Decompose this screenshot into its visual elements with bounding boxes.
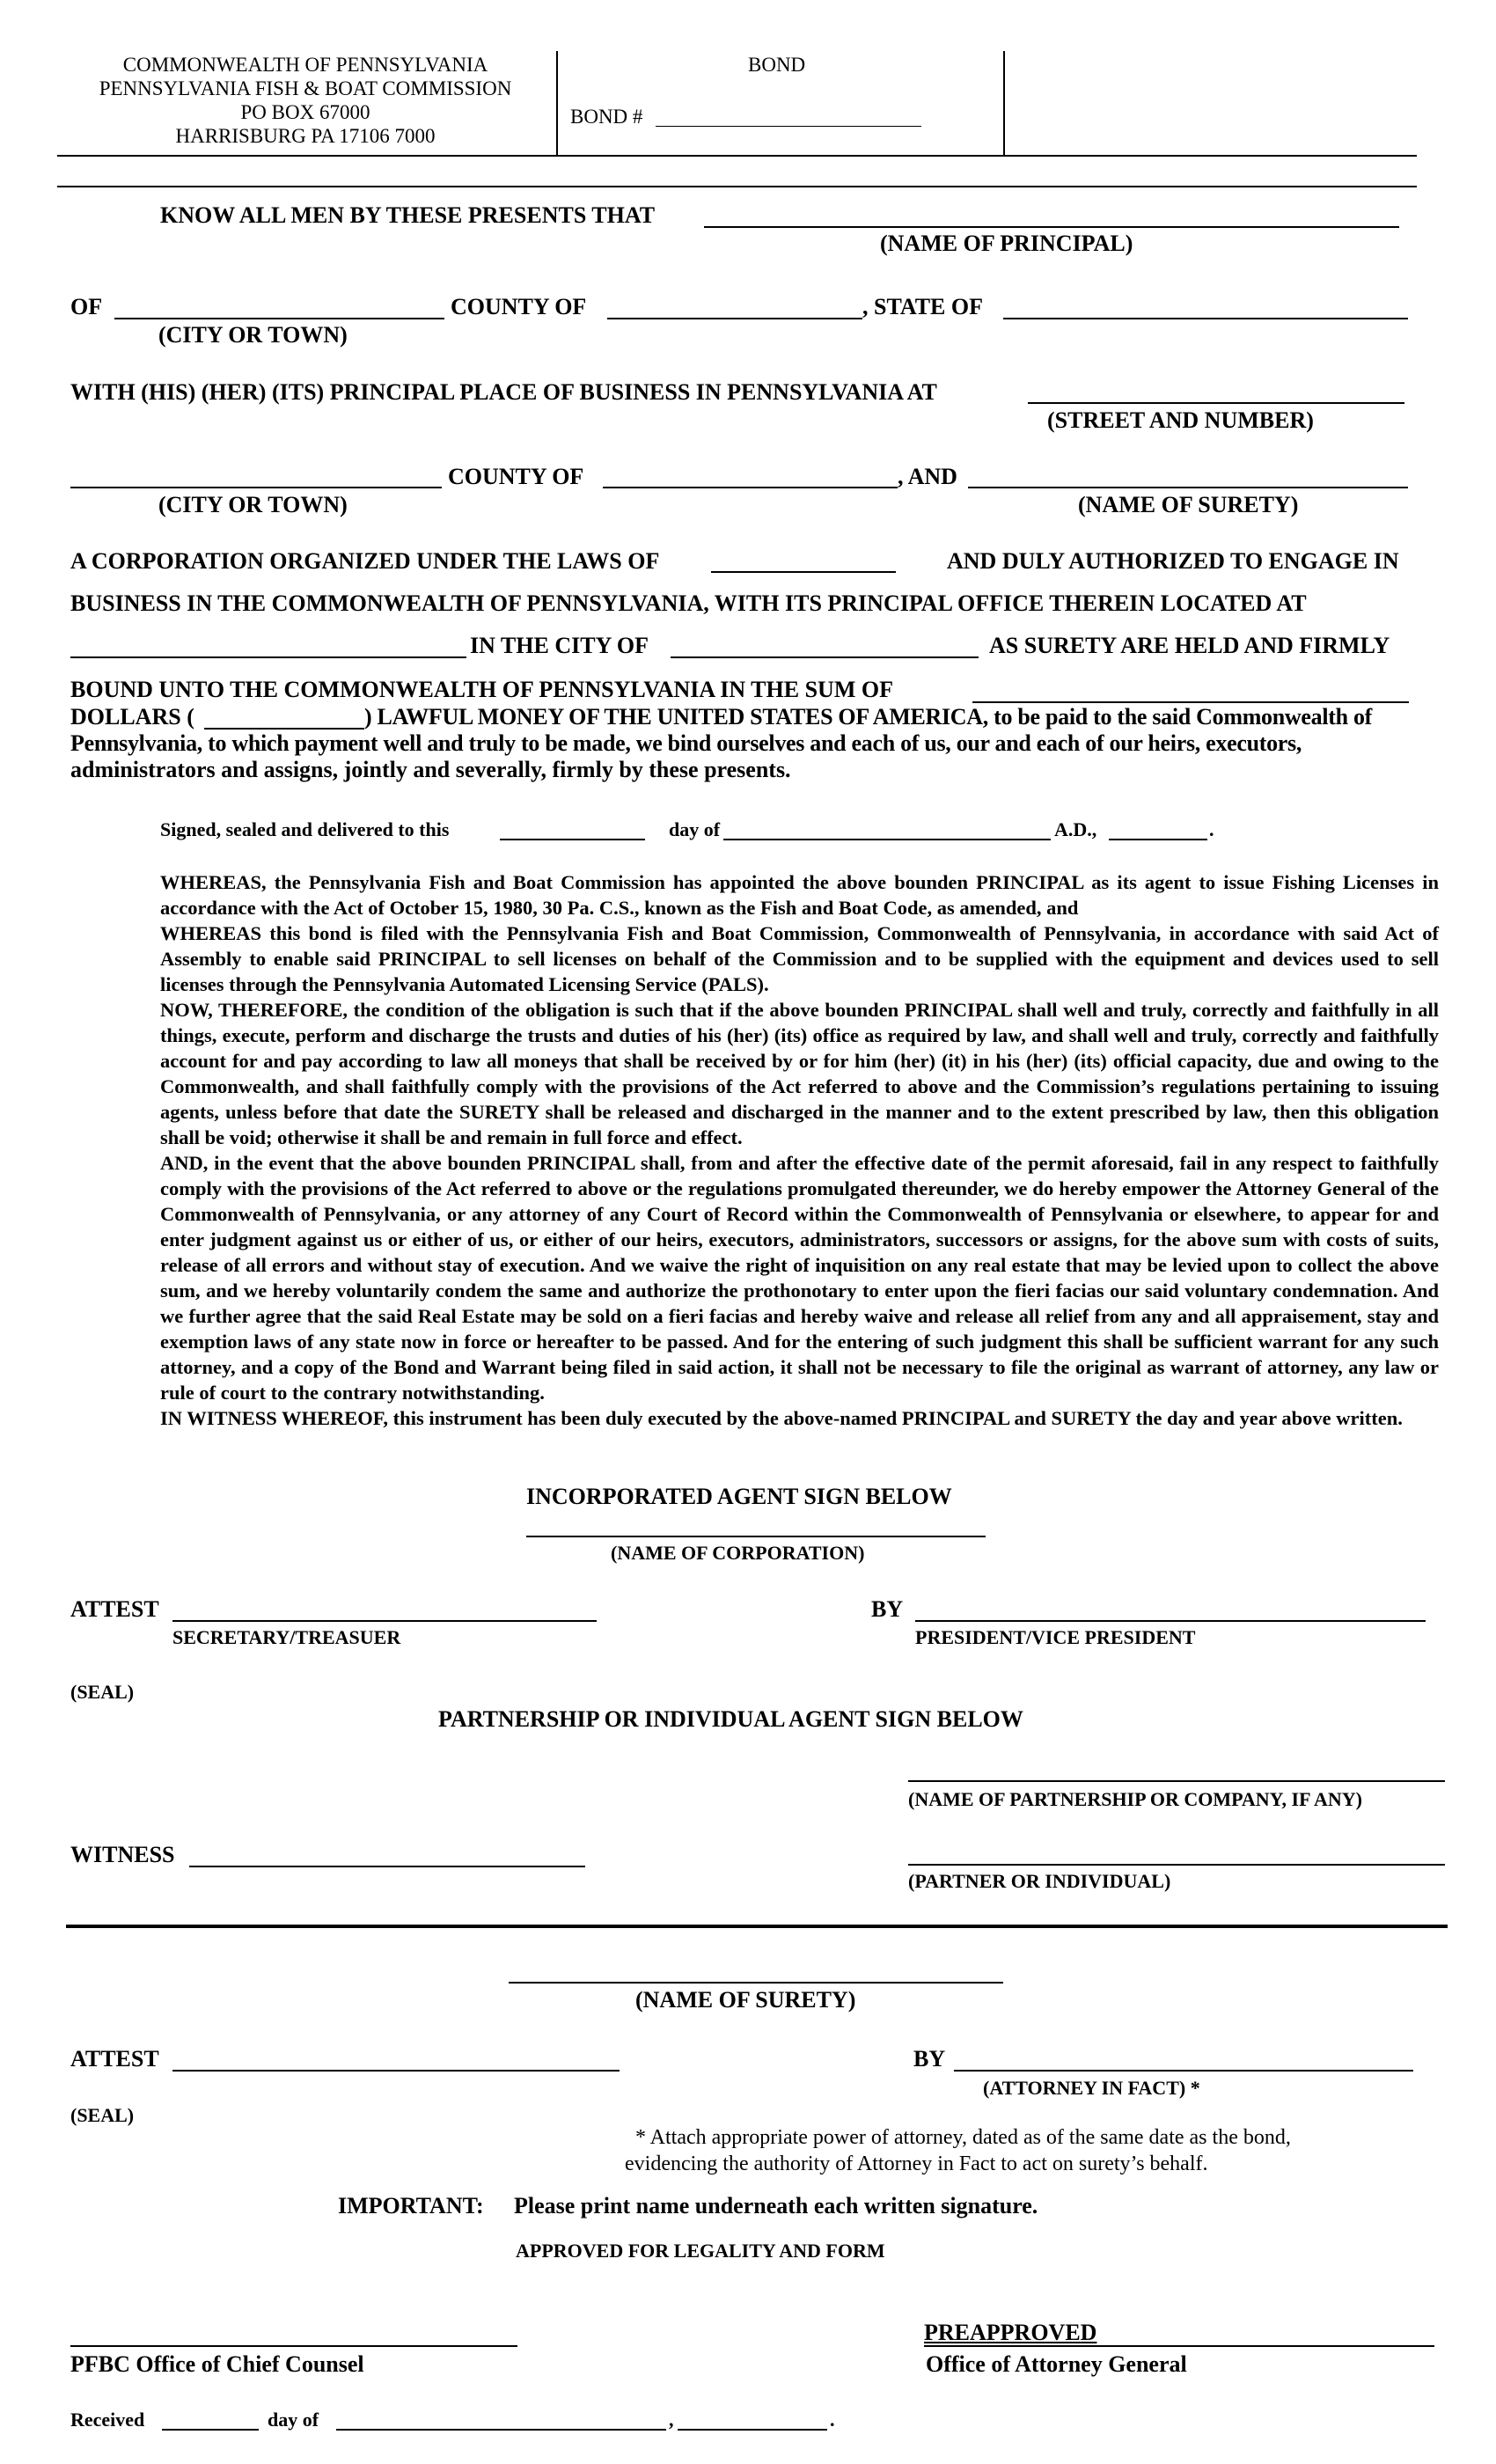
and-in-event: AND, in the event that the above bounden PRINCIPAL shall, from and after the effective date of the permit aforesaid, fail in any respect to faithfully comply with the provisions of the Act referred to above or the regulations promulgated thereunder, we do hereby empower the Attorney General of the Commonwealth of Pennsylvania, or any attorney of any Court of Record within the Commonwealth of Pennsylvania or elsewhere, to appear for and enter judgment against us or either of us, or either of our heirs, executors, administrators, successors or assigns, for the above sum with costs of suits, release of all errors and without stay of execution. And we waive the right of inquisition on any real estate that may be levied upon to collect the above sum, and we hereby voluntarily condem the same and authorize the prothonotary to enter upon the fieri facias our said voluntary condemnation. And we further agree that the said Real Estate may be sold on a fieri facias and hereby waive and release all relief from any and all appraisement, stay and exemption laws of any state now in force or hereafter to be passed. And for the entering of such judgment this shall be sufficient warrant for any such attorney, and a copy of the Bond and Warrant being filed in said action, it shall not be necessary to file the original as warrant of attorney, any law or rule of court to the contrary notwithstanding. — [160, 1152, 1439, 1404]
agency-line: PENNSYLVANIA FISH & BOAT COMMISSION — [99, 77, 512, 99]
city-of-label: IN THE CITY OF — [470, 633, 649, 658]
partnership-name-field[interactable] — [908, 1780, 1445, 1782]
city-of-field[interactable] — [671, 656, 979, 658]
by-label-2: BY — [913, 2046, 946, 2072]
lawful-money: ) LAWFUL MONEY OF THE UNITED STATES OF AMERICA, to be paid to the said Commonwealth of — [364, 704, 1373, 730]
know-all-men: KNOW ALL MEN BY THESE PRESENTS THAT — [160, 202, 656, 228]
payment-line-2: Pennsylvania, to which payment well and truly to be made, we bind ourselves and each of us, our and each of our heirs, executors, — [70, 730, 1302, 756]
important-label: IMPORTANT: — [338, 2193, 484, 2218]
dollars-open: DOLLARS ( — [70, 704, 194, 730]
received-comma: , — [669, 2409, 674, 2431]
state-label: , STATE OF — [862, 294, 984, 319]
attest-label: ATTEST — [70, 1596, 159, 1622]
now-therefore: NOW, THEREFORE, the condition of the obligation is such that if the above bounden PRINCIPAL shall well and truly, correctly and faithfully in all things, execute, perform and discharge the trusts and duties of his (her) (its) office as required by law, and shall well and truly, correctly and faithfully account for and pay according to law all moneys that shall be received by or for him (her) (it) in his (her) (its) official capacity, due and owing to the Commonwealth, and shall faithfully comply with the provisions of the Act referred to above and the Commission’s regulations pertaining to issuing agents, unless before that date the SURETY shall be released and discharged in the manner and to the extent prescribed by law, then this obligation shall be void; otherwise it shall be and remain in full force and effect. — [160, 999, 1439, 1148]
seal-label-2: (SEAL) — [70, 2104, 135, 2126]
partner-signature-field[interactable] — [908, 1864, 1445, 1866]
surety-caption: (NAME OF SURETY) — [1078, 492, 1299, 517]
state-field[interactable] — [1003, 318, 1408, 319]
attorney-general-signature-field[interactable] — [924, 2345, 1434, 2347]
header-divider — [556, 51, 558, 157]
partner-caption: (PARTNER OR INDIVIDUAL) — [908, 1870, 1171, 1892]
attest-signature-field-2[interactable] — [172, 2070, 620, 2072]
payment-line-3: administrators and assigns, jointly and severally, firmly by these presents. — [70, 757, 791, 782]
chief-counsel-signature-field[interactable] — [70, 2345, 517, 2347]
county-label-2: COUNTY OF — [448, 464, 584, 489]
of-label: OF — [70, 294, 103, 319]
street-field[interactable] — [1028, 402, 1404, 404]
section-divider — [66, 1925, 1448, 1928]
principal-place-label: WITH (HIS) (HER) (ITS) PRINCIPAL PLACE OF BUSINESS IN PENNSYLVANIA AT — [70, 379, 937, 405]
by-label: BY — [871, 1596, 904, 1622]
business-line: BUSINESS IN THE COMMONWEALTH OF PENNSYLVANIA, WITH ITS PRINCIPAL OFFICE THEREIN LOCATED AT — [70, 590, 1307, 616]
bond-title: BOND — [748, 54, 806, 76]
county-field-2[interactable] — [603, 487, 898, 488]
bond-number-field[interactable] — [656, 126, 921, 127]
state-laws-field[interactable] — [711, 571, 896, 573]
president-caption: PRESIDENT/VICE PRESIDENT — [915, 1626, 1196, 1648]
dollars-field[interactable] — [204, 728, 364, 730]
signed-day-field[interactable] — [500, 839, 645, 840]
county-label: COUNTY OF — [451, 294, 587, 319]
important-text: Please print name underneath each written signature. — [514, 2193, 1038, 2218]
signed-year-field[interactable] — [1109, 839, 1207, 840]
whereas-1: WHEREAS, the Pennsylvania Fish and Boat Commission has appointed the above bounden PRINCIPAL as its agent to issue Fishing Licenses in accordance with the Act of October 15, 1980, 30 Pa. C.S., known as the Fish and Boat Code, as amended, and — [160, 871, 1439, 919]
header-rule — [57, 155, 1417, 157]
received-day-of: day of — [268, 2409, 319, 2431]
office-location-field[interactable] — [70, 656, 466, 658]
surety-caption-2: (NAME OF SURETY) — [635, 1987, 856, 2013]
city-caption: (CITY OR TOWN) — [158, 322, 348, 348]
bond-number-label: BOND # — [570, 106, 643, 128]
day-of-label: day of — [669, 818, 721, 840]
header-rule — [57, 186, 1417, 187]
seal-label: (SEAL) — [70, 1681, 135, 1703]
corp-organized-label: A CORPORATION ORGANIZED UNDER THE LAWS OF — [70, 548, 660, 574]
incorporated-heading: INCORPORATED AGENT SIGN BELOW — [526, 1484, 952, 1509]
agency-line: PO BOX 67000 — [240, 101, 370, 123]
signed-sealed-label: Signed, sealed and delivered to this — [160, 818, 450, 840]
county-field[interactable] — [607, 318, 862, 319]
received-month-field[interactable] — [336, 2429, 666, 2431]
preapproved-label: PREAPPROVED — [924, 2320, 1097, 2345]
city-caption-2: (CITY OR TOWN) — [158, 492, 348, 517]
duly-authorized-label: AND DULY AUTHORIZED TO ENGAGE IN — [947, 548, 1399, 574]
legal-text — [70, 869, 1439, 1431]
chief-counsel-label: PFBC Office of Chief Counsel — [70, 2351, 364, 2377]
witness-signature-field[interactable] — [189, 1866, 585, 1867]
surety-name-field-2[interactable] — [509, 1982, 1003, 1984]
bound-unto-label: BOUND UNTO THE COMMONWEALTH OF PENNSYLVANIA IN THE SUM OF — [70, 677, 893, 702]
attorney-general-label: Office of Attorney General — [926, 2351, 1187, 2377]
received-day-field[interactable] — [162, 2429, 259, 2431]
principal-caption: (NAME OF PRINCIPAL) — [880, 231, 1133, 256]
poa-note-1: * Attach appropriate power of attorney, dated as of the same date as the bond, — [635, 2126, 1291, 2149]
attorney-caption: (ATTORNEY IN FACT) * — [983, 2077, 1200, 2099]
secretary-caption: SECRETARY/TREASUER — [172, 1626, 401, 1648]
received-year-field[interactable] — [678, 2429, 827, 2431]
poa-note-2: evidencing the authority of Attorney in Fact to act on surety’s behalf. — [625, 2152, 1208, 2175]
agency-address — [55, 53, 556, 148]
partnership-heading: PARTNERSHIP OR INDIVIDUAL AGENT SIGN BELOW — [438, 1706, 1023, 1732]
attest-label-2: ATTEST — [70, 2046, 159, 2072]
whereas-2: WHEREAS this bond is filed with the Pennsylvania Fish and Boat Commission, Commonwealth of Pennsylvania, in accordance with said Act of Assembly to enable said PRINCIPAL to sell licenses on behalf of the Commission and to be supplied with the equipment and devices used to sell licenses through the Pennsylvania Automated Licensing Service (PALS). — [160, 922, 1439, 995]
approved-label: APPROVED FOR LEGALITY AND FORM — [516, 2240, 885, 2262]
street-caption: (STREET AND NUMBER) — [1047, 407, 1314, 433]
surety-name-field[interactable] — [968, 487, 1408, 488]
president-signature-field[interactable] — [915, 1620, 1426, 1622]
partnership-caption: (NAME OF PARTNERSHIP OR COMPANY, IF ANY) — [908, 1788, 1363, 1810]
signed-month-field[interactable] — [723, 839, 1051, 840]
ad-label: A.D., — [1054, 818, 1097, 840]
agency-line: COMMONWEALTH OF PENNSYLVANIA — [122, 54, 488, 76]
and-label: , AND — [898, 464, 957, 489]
city-field-2[interactable] — [70, 487, 442, 488]
corporation-name-field[interactable] — [526, 1536, 986, 1537]
city-field[interactable] — [114, 318, 444, 319]
in-witness: IN WITNESS WHEREOF, this instrument has been duly executed by the above-named PRINCIPAL and SURETY the day and year above written. — [160, 1407, 1403, 1429]
witness-label: WITNESS — [70, 1842, 175, 1867]
sum-field[interactable] — [972, 701, 1409, 703]
attorney-signature-field[interactable] — [954, 2070, 1413, 2072]
principal-name-field[interactable] — [704, 226, 1399, 228]
received-label: Received — [70, 2409, 145, 2431]
corporation-caption: (NAME OF CORPORATION) — [611, 1542, 865, 1564]
agency-line: HARRISBURG PA 17106 7000 — [175, 125, 436, 147]
attest-signature-field[interactable] — [172, 1620, 597, 1622]
header-divider — [1003, 51, 1005, 157]
ad-period: . — [1209, 818, 1214, 840]
as-surety-label: AS SURETY ARE HELD AND FIRMLY — [989, 633, 1390, 658]
received-period: . — [830, 2409, 835, 2431]
